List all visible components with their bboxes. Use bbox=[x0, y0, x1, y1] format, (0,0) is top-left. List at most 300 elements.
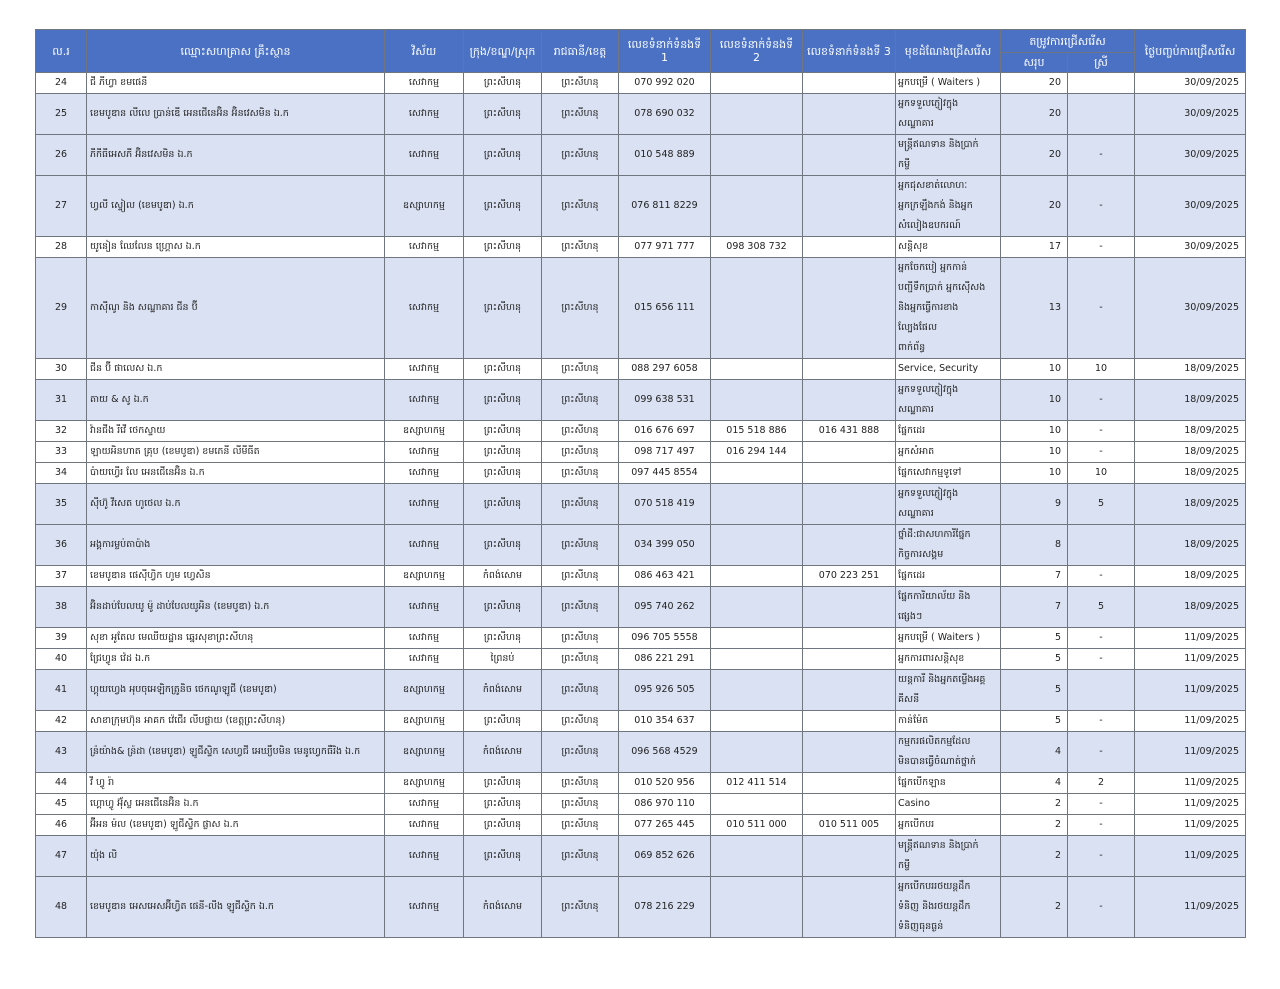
district: ព្រះសីហនុ bbox=[464, 794, 542, 815]
phone-2: 010 511 000 bbox=[711, 815, 803, 836]
table-row bbox=[36, 628, 1246, 649]
sector: ឧស្សាហកម្ម bbox=[385, 711, 464, 732]
phone-2 bbox=[711, 649, 803, 670]
female-count: 5 bbox=[1068, 587, 1135, 628]
company-name: ហ្គុយហ្វេង អុបចុអេឡិកត្រូនិច ថេកណូឡូជី (ខេមបូឌា) bbox=[87, 670, 385, 711]
sector: ឧស្សាហកម្ម bbox=[385, 732, 464, 773]
row-number: 25 bbox=[36, 94, 87, 135]
phone-1: 086 221 291 bbox=[619, 649, 711, 670]
province: ព្រះសីហនុ bbox=[542, 587, 619, 628]
row-number: 48 bbox=[36, 877, 87, 938]
header-phone2: លេខទំនាក់ទំនងទី 2 bbox=[711, 30, 803, 73]
phone-3 bbox=[803, 135, 896, 176]
company-name: ហ្គោហ្វូ អ៊ុ័ស្ល អេនជើនេអ៊ិន ឯ.ក bbox=[87, 794, 385, 815]
district: ព្រះសីហនុ bbox=[464, 73, 542, 94]
phone-3 bbox=[803, 237, 896, 258]
district: កំពង់សោម bbox=[464, 877, 542, 938]
position-line: យន្តការី និងអ្នកតម្លើងអគ្គ bbox=[898, 674, 986, 685]
deadline-date: 11/09/2025 bbox=[1135, 670, 1246, 711]
total-count: 20 bbox=[1001, 73, 1068, 94]
deadline-date: 18/09/2025 bbox=[1135, 587, 1246, 628]
position-line: ថ្នាំដី:ជាសហការីផ្នែក bbox=[898, 529, 971, 540]
header-district: ក្រុង/ខណ្ឌ/ស្រុក bbox=[464, 30, 542, 73]
phone-1: 097 445 8554 bbox=[619, 463, 711, 484]
company-name: ហ្វលី ស្ទៀល (ខេមបូឌា) ឯ.ក bbox=[87, 176, 385, 237]
sector: សេវាកម្ម bbox=[385, 836, 464, 877]
position-line: ផ្នែកការិយាល័យ និង bbox=[898, 591, 971, 602]
phone-2 bbox=[711, 566, 803, 587]
female-count: - bbox=[1068, 176, 1135, 237]
deadline-date: 11/09/2025 bbox=[1135, 628, 1246, 649]
position-line: ផ្នែកដេរ bbox=[898, 425, 926, 436]
table-row bbox=[36, 794, 1246, 815]
female-count: - bbox=[1068, 135, 1135, 176]
row-number: 47 bbox=[36, 836, 87, 877]
total-count: 2 bbox=[1001, 877, 1068, 938]
header-needs: តម្រូវការជ្រើសរើស bbox=[1001, 30, 1135, 53]
district: ព្រះសីហនុ bbox=[464, 815, 542, 836]
female-count bbox=[1068, 94, 1135, 135]
position-line: កម្មករផលិតកម្មដែល bbox=[898, 736, 971, 747]
district: ព្រះសីហនុ bbox=[464, 463, 542, 484]
header-no: ល.រ bbox=[36, 30, 87, 73]
sector: សេវាកម្ម bbox=[385, 484, 464, 525]
province: ព្រះសីហនុ bbox=[542, 628, 619, 649]
position-line: និងអ្នកធ្វើការខាង bbox=[898, 302, 959, 313]
phone-2 bbox=[711, 94, 803, 135]
position-line: សណ្ឋាគារ bbox=[898, 508, 934, 519]
total-count: 5 bbox=[1001, 711, 1068, 732]
phone-1: 078 690 032 bbox=[619, 94, 711, 135]
table-row bbox=[36, 773, 1246, 794]
position bbox=[896, 463, 1001, 484]
row-number: 26 bbox=[36, 135, 87, 176]
deadline-date: 18/09/2025 bbox=[1135, 484, 1246, 525]
header-phone3: លេខទំនាក់ទំនងទី 3 bbox=[803, 30, 896, 73]
phone-1: 069 852 626 bbox=[619, 836, 711, 877]
total-count: 10 bbox=[1001, 380, 1068, 421]
phone-3 bbox=[803, 484, 896, 525]
district: ព្រះសីហនុ bbox=[464, 258, 542, 359]
position bbox=[896, 380, 1001, 421]
district: ព្រះសីហនុ bbox=[464, 135, 542, 176]
phone-2 bbox=[711, 670, 803, 711]
position bbox=[896, 628, 1001, 649]
sector: ឧស្សាហកម្ម bbox=[385, 773, 464, 794]
position-line: សន្តិសុខ bbox=[898, 241, 929, 252]
company-name: សាខាក្រុមហ៊ុន អាគក វ៉េជើរ លីបផ្លាយ (ខេត្តព្រះសីហនុ) bbox=[87, 711, 385, 732]
row-number: 35 bbox=[36, 484, 87, 525]
phone-2: 016 294 144 bbox=[711, 442, 803, 463]
position bbox=[896, 877, 1001, 938]
total-count: 10 bbox=[1001, 463, 1068, 484]
company-name: ស៊ីហ៊ូ វីសេត ហូថេល ឯ.ក bbox=[87, 484, 385, 525]
company-name: ជ្រែហ្វូន វ៉េដ ឯ.ក bbox=[87, 649, 385, 670]
position-line: ផ្នែកសេវាកម្មទូទៅ bbox=[898, 467, 962, 478]
phone-3 bbox=[803, 73, 896, 94]
phone-3 bbox=[803, 628, 896, 649]
position bbox=[896, 566, 1001, 587]
district: ព្រះសីហនុ bbox=[464, 628, 542, 649]
phone-1: 095 926 505 bbox=[619, 670, 711, 711]
position-line: អ្នកទទួលភ្ញៀវក្នុង bbox=[898, 384, 959, 395]
table-row bbox=[36, 359, 1246, 380]
sector: សេវាកម្ម bbox=[385, 380, 464, 421]
position bbox=[896, 732, 1001, 773]
company-name: វី ហ្វូ រ៉ា bbox=[87, 773, 385, 794]
position-line: មន្ត្រីឥណទាន និងប្រាក់ bbox=[898, 139, 979, 150]
company-name: អ៊ីអន ម៉ល (ខេមបូឌា) ឡូជីស្ទិក ផ្លាស ឯ.ក bbox=[87, 815, 385, 836]
total-count: 5 bbox=[1001, 628, 1068, 649]
phone-3 bbox=[803, 773, 896, 794]
phone-1: 098 717 497 bbox=[619, 442, 711, 463]
female-count: - bbox=[1068, 258, 1135, 359]
row-number: 27 bbox=[36, 176, 87, 237]
position bbox=[896, 176, 1001, 237]
total-count: 5 bbox=[1001, 670, 1068, 711]
district: ព្រះសីហនុ bbox=[464, 836, 542, 877]
sector: សេវាកម្ម bbox=[385, 258, 464, 359]
position-line: អ្នកបម្រើ ( Waiters ) bbox=[898, 77, 981, 88]
row-number: 42 bbox=[36, 711, 87, 732]
row-number: 43 bbox=[36, 732, 87, 773]
company-name: វ៉ានជីង រីវើ ថេកស្ទាយ bbox=[87, 421, 385, 442]
table-row bbox=[36, 649, 1246, 670]
company-name: តាយ & សូ ឯ.ក bbox=[87, 380, 385, 421]
province: ព្រះសីហនុ bbox=[542, 670, 619, 711]
province: ព្រះសីហនុ bbox=[542, 135, 619, 176]
row-number: 31 bbox=[36, 380, 87, 421]
female-count bbox=[1068, 670, 1135, 711]
female-count: 10 bbox=[1068, 463, 1135, 484]
phone-3 bbox=[803, 732, 896, 773]
district: កំពង់សោម bbox=[464, 670, 542, 711]
row-number: 32 bbox=[36, 421, 87, 442]
phone-1: 015 656 111 bbox=[619, 258, 711, 359]
total-count: 2 bbox=[1001, 794, 1068, 815]
table-row bbox=[36, 525, 1246, 566]
position bbox=[896, 135, 1001, 176]
table-row bbox=[36, 421, 1246, 442]
phone-2 bbox=[711, 628, 803, 649]
job-listings-sheet bbox=[35, 29, 1245, 938]
phone-3 bbox=[803, 587, 896, 628]
female-count: 5 bbox=[1068, 484, 1135, 525]
phone-2: 098 308 732 bbox=[711, 237, 803, 258]
deadline-date: 30/09/2025 bbox=[1135, 237, 1246, 258]
total-count: 20 bbox=[1001, 135, 1068, 176]
phone-1: 077 265 445 bbox=[619, 815, 711, 836]
deadline-date: 18/09/2025 bbox=[1135, 359, 1246, 380]
district: ព្រះសីហនុ bbox=[464, 525, 542, 566]
female-count: - bbox=[1068, 711, 1135, 732]
row-number: 40 bbox=[36, 649, 87, 670]
position-line: អ្នកក្រឡឹងកង់ និងអ្នក bbox=[898, 200, 973, 211]
position bbox=[896, 442, 1001, 463]
row-number: 44 bbox=[36, 773, 87, 794]
female-count: - bbox=[1068, 877, 1135, 938]
female-count bbox=[1068, 525, 1135, 566]
district: ព្រះសីហនុ bbox=[464, 176, 542, 237]
position-line: កម្ចី bbox=[898, 159, 911, 170]
row-number: 36 bbox=[36, 525, 87, 566]
position-line: កាន់ម៉ែត bbox=[898, 715, 929, 726]
female-count: - bbox=[1068, 421, 1135, 442]
position bbox=[896, 73, 1001, 94]
sector: សេវាកម្ម bbox=[385, 73, 464, 94]
position bbox=[896, 815, 1001, 836]
total-count: 9 bbox=[1001, 484, 1068, 525]
district: កំពង់សោម bbox=[464, 566, 542, 587]
phone-3 bbox=[803, 670, 896, 711]
deadline-date: 11/09/2025 bbox=[1135, 877, 1246, 938]
province: ព្រះសីហនុ bbox=[542, 732, 619, 773]
phone-3 bbox=[803, 94, 896, 135]
district: ព្រះសីហនុ bbox=[464, 359, 542, 380]
sector: ឧស្សាហកម្ម bbox=[385, 670, 464, 711]
table-row bbox=[36, 94, 1246, 135]
sector: សេវាកម្ម bbox=[385, 442, 464, 463]
province: ព្រះសីហនុ bbox=[542, 176, 619, 237]
total-count: 10 bbox=[1001, 359, 1068, 380]
header-deadline: ថ្ងៃបញ្ចប់ការជ្រើសរើស bbox=[1135, 30, 1246, 73]
position bbox=[896, 484, 1001, 525]
phone-1: 088 297 6058 bbox=[619, 359, 711, 380]
position-line: ផ្នែកបើកឡាន bbox=[898, 777, 946, 788]
table-row bbox=[36, 815, 1246, 836]
total-count: 4 bbox=[1001, 773, 1068, 794]
phone-2 bbox=[711, 463, 803, 484]
position bbox=[896, 649, 1001, 670]
table-row bbox=[36, 836, 1246, 877]
province: ព្រះសីហនុ bbox=[542, 484, 619, 525]
sector: ឧស្សាហកម្ម bbox=[385, 421, 464, 442]
position bbox=[896, 258, 1001, 359]
female-count: - bbox=[1068, 442, 1135, 463]
phone-3 bbox=[803, 359, 896, 380]
phone-3 bbox=[803, 463, 896, 484]
phone-1: 095 740 262 bbox=[619, 587, 711, 628]
total-count: 7 bbox=[1001, 566, 1068, 587]
position bbox=[896, 94, 1001, 135]
company-name: យូនៀន ឈែលែន ហ្គ្រោស ឯ.ក bbox=[87, 237, 385, 258]
phone-3: 016 431 888 bbox=[803, 421, 896, 442]
deadline-date: 18/09/2025 bbox=[1135, 566, 1246, 587]
total-count: 2 bbox=[1001, 815, 1068, 836]
district: ព្រៃនប់ bbox=[464, 649, 542, 670]
header-total: សរុប bbox=[1001, 53, 1068, 73]
female-count: - bbox=[1068, 649, 1135, 670]
company-name: អង្គការម្លប់តាប៉ាង bbox=[87, 525, 385, 566]
sector: សេវាកម្ម bbox=[385, 237, 464, 258]
district: ព្រះសីហនុ bbox=[464, 237, 542, 258]
deadline-date: 11/09/2025 bbox=[1135, 649, 1246, 670]
position bbox=[896, 670, 1001, 711]
table-row bbox=[36, 442, 1246, 463]
deadline-date: 11/09/2025 bbox=[1135, 815, 1246, 836]
position bbox=[896, 711, 1001, 732]
position-line: Casino bbox=[898, 798, 930, 809]
phone-2: 012 411 514 bbox=[711, 773, 803, 794]
company-name: ជីន ប៊ី ផាលេស ឯ.ក bbox=[87, 359, 385, 380]
row-number: 46 bbox=[36, 815, 87, 836]
header-phone1: លេខទំនាក់ទំនងទី 1 bbox=[619, 30, 711, 73]
position-line: គីសនី bbox=[898, 694, 920, 705]
position bbox=[896, 836, 1001, 877]
position-line: បញ្ជីទឹកប្រាក់ អ្នកស៊ើសង bbox=[898, 282, 986, 293]
province: ព្រះសីហនុ bbox=[542, 442, 619, 463]
table-row bbox=[36, 176, 1246, 237]
province: ព្រះសីហនុ bbox=[542, 794, 619, 815]
position bbox=[896, 794, 1001, 815]
company-name: ភីកីធីអេសភី អ៊ិនវេសមិន ឯ.ក bbox=[87, 135, 385, 176]
position bbox=[896, 421, 1001, 442]
sector: សេវាកម្ម bbox=[385, 587, 464, 628]
female-count: 2 bbox=[1068, 773, 1135, 794]
total-count: 10 bbox=[1001, 421, 1068, 442]
province: ព្រះសីហនុ bbox=[542, 421, 619, 442]
position-line: អ្នកបើកបររថយន្តដឹក bbox=[898, 881, 971, 892]
deadline-date: 30/09/2025 bbox=[1135, 176, 1246, 237]
phone-1: 077 971 777 bbox=[619, 237, 711, 258]
table-row bbox=[36, 463, 1246, 484]
total-count: 2 bbox=[1001, 836, 1068, 877]
position-line: អ្នកការពារសន្តិសុខ bbox=[898, 653, 965, 664]
table-row bbox=[36, 73, 1246, 94]
phone-3 bbox=[803, 380, 896, 421]
province: ព្រះសីហនុ bbox=[542, 73, 619, 94]
table-row bbox=[36, 380, 1246, 421]
company-name: ន្រ៉យ៉ាង& ន្រ៉ដា (ខេមបូឌា) ឡូជីស្ទិក សេហ្វជី អេឃ្យឹបមិន មេនូហ្វេកធឺរិង ឯ.ក bbox=[87, 732, 385, 773]
table-row bbox=[36, 587, 1246, 628]
position-line: ទំនិញ និងរថយន្តដឹក bbox=[898, 901, 971, 912]
phone-1: 096 705 5558 bbox=[619, 628, 711, 649]
row-number: 30 bbox=[36, 359, 87, 380]
province: ព្រះសីហនុ bbox=[542, 94, 619, 135]
phone-1: 076 811 8229 bbox=[619, 176, 711, 237]
position-line: អ្នកជុសខាត់លោហៈ bbox=[898, 180, 968, 191]
position-line: សណ្ឋាគារ bbox=[898, 404, 934, 415]
phone-1: 010 548 889 bbox=[619, 135, 711, 176]
sector: សេវាកម្ម bbox=[385, 815, 464, 836]
table-row bbox=[36, 258, 1246, 359]
table-row bbox=[36, 732, 1246, 773]
sector: សេវាកម្ម bbox=[385, 463, 464, 484]
company-name: កាស៊ីណូ និង សណ្ឋាគារ ជីន ប៊ី bbox=[87, 258, 385, 359]
position-line: អ្នកបើកបរ bbox=[898, 819, 935, 830]
position bbox=[896, 359, 1001, 380]
position-line: ទំនិញធុនធ្ងន់ bbox=[898, 921, 944, 932]
table-row bbox=[36, 670, 1246, 711]
row-number: 37 bbox=[36, 566, 87, 587]
phone-3 bbox=[803, 711, 896, 732]
position-line: មិនបានធ្វើចំណាត់ថ្នាក់ bbox=[898, 756, 976, 767]
sector: សេវាកម្ម bbox=[385, 794, 464, 815]
total-count: 4 bbox=[1001, 732, 1068, 773]
company-name: ប៉ាយហ្វើរ លែ អេនជើនេអ៊ិន ឯ.ក bbox=[87, 463, 385, 484]
row-number: 45 bbox=[36, 794, 87, 815]
female-count: - bbox=[1068, 794, 1135, 815]
sector: សេវាកម្ម bbox=[385, 359, 464, 380]
position-line: សំលៀងឧបករណ៍ bbox=[898, 220, 961, 231]
phone-3: 010 511 005 bbox=[803, 815, 896, 836]
sector: សេវាកម្ម bbox=[385, 877, 464, 938]
phone-1: 086 463 421 bbox=[619, 566, 711, 587]
company-name: ឡាយអិនហាត គ្រុប (ខេមបូឌា) ខមភេនី លីមីធីត bbox=[87, 442, 385, 463]
deadline-date: 11/09/2025 bbox=[1135, 836, 1246, 877]
district: ព្រះសីហនុ bbox=[464, 484, 542, 525]
deadline-date: 18/09/2025 bbox=[1135, 525, 1246, 566]
company-name: អ៊ិនដាប់បែលឃូ ម៉ូ ដាប់បែលយូអិន (ខេមបូឌា) ឯ.ក bbox=[87, 587, 385, 628]
sector: សេវាកម្ម bbox=[385, 94, 464, 135]
table-row bbox=[36, 711, 1246, 732]
deadline-date: 11/09/2025 bbox=[1135, 794, 1246, 815]
province: ព្រះសីហនុ bbox=[542, 649, 619, 670]
position-line: ពាក់ព័ន្ធ bbox=[898, 342, 926, 353]
row-number: 28 bbox=[36, 237, 87, 258]
row-number: 38 bbox=[36, 587, 87, 628]
job-listings-table bbox=[35, 29, 1246, 938]
company-name: សុខា អូតែល មេឈីយដ្ឋាន ឆ្នេរសុខាព្រះសីហនុ bbox=[87, 628, 385, 649]
phone-1: 016 676 697 bbox=[619, 421, 711, 442]
table-row bbox=[36, 566, 1246, 587]
female-count: - bbox=[1068, 566, 1135, 587]
female-count: - bbox=[1068, 815, 1135, 836]
table-row bbox=[36, 484, 1246, 525]
female-count: 10 bbox=[1068, 359, 1135, 380]
sector: សេវាកម្ម bbox=[385, 525, 464, 566]
province: ព្រះសីហនុ bbox=[542, 237, 619, 258]
position bbox=[896, 525, 1001, 566]
phone-2 bbox=[711, 732, 803, 773]
deadline-date: 11/09/2025 bbox=[1135, 711, 1246, 732]
sector: ឧស្សាហកម្ម bbox=[385, 566, 464, 587]
position-line: កិច្ចការសង្គម bbox=[898, 549, 944, 560]
sector: សេវាកម្ម bbox=[385, 649, 464, 670]
district: ព្រះសីហនុ bbox=[464, 442, 542, 463]
phone-2 bbox=[711, 135, 803, 176]
total-count: 17 bbox=[1001, 237, 1068, 258]
female-count: - bbox=[1068, 237, 1135, 258]
province: ព្រះសីហនុ bbox=[542, 463, 619, 484]
table-body bbox=[36, 73, 1246, 938]
province: ព្រះសីហនុ bbox=[542, 836, 619, 877]
position-line: អ្នកចែកបៀ អ្នកកាន់ bbox=[898, 262, 968, 273]
sector: ឧស្សាហកម្ម bbox=[385, 176, 464, 237]
company-name: ខេមបូឌាន ផេស៊ីហ្វិក ហូម ហ្វេសិន bbox=[87, 566, 385, 587]
position-line: អ្នកទទួលភ្ញៀវក្នុង bbox=[898, 98, 959, 109]
sector: សេវាកម្ម bbox=[385, 135, 464, 176]
company-name: យ៉ុង លិ bbox=[87, 836, 385, 877]
phone-2 bbox=[711, 587, 803, 628]
phone-2 bbox=[711, 484, 803, 525]
phone-2 bbox=[711, 877, 803, 938]
position-line: សណ្ឋាគារ bbox=[898, 118, 934, 129]
phone-2 bbox=[711, 794, 803, 815]
phone-1: 070 518 419 bbox=[619, 484, 711, 525]
province: ព្រះសីហនុ bbox=[542, 877, 619, 938]
total-count: 20 bbox=[1001, 176, 1068, 237]
deadline-date: 30/09/2025 bbox=[1135, 94, 1246, 135]
company-name: ជី ភីហ្វា ខមផេនី bbox=[87, 73, 385, 94]
phone-1: 086 970 110 bbox=[619, 794, 711, 815]
phone-2: 015 518 886 bbox=[711, 421, 803, 442]
total-count: 20 bbox=[1001, 94, 1068, 135]
deadline-date: 30/09/2025 bbox=[1135, 135, 1246, 176]
phone-1: 070 992 020 bbox=[619, 73, 711, 94]
phone-2 bbox=[711, 711, 803, 732]
position-line: អ្នកបម្រើ ( Waiters ) bbox=[898, 632, 981, 643]
